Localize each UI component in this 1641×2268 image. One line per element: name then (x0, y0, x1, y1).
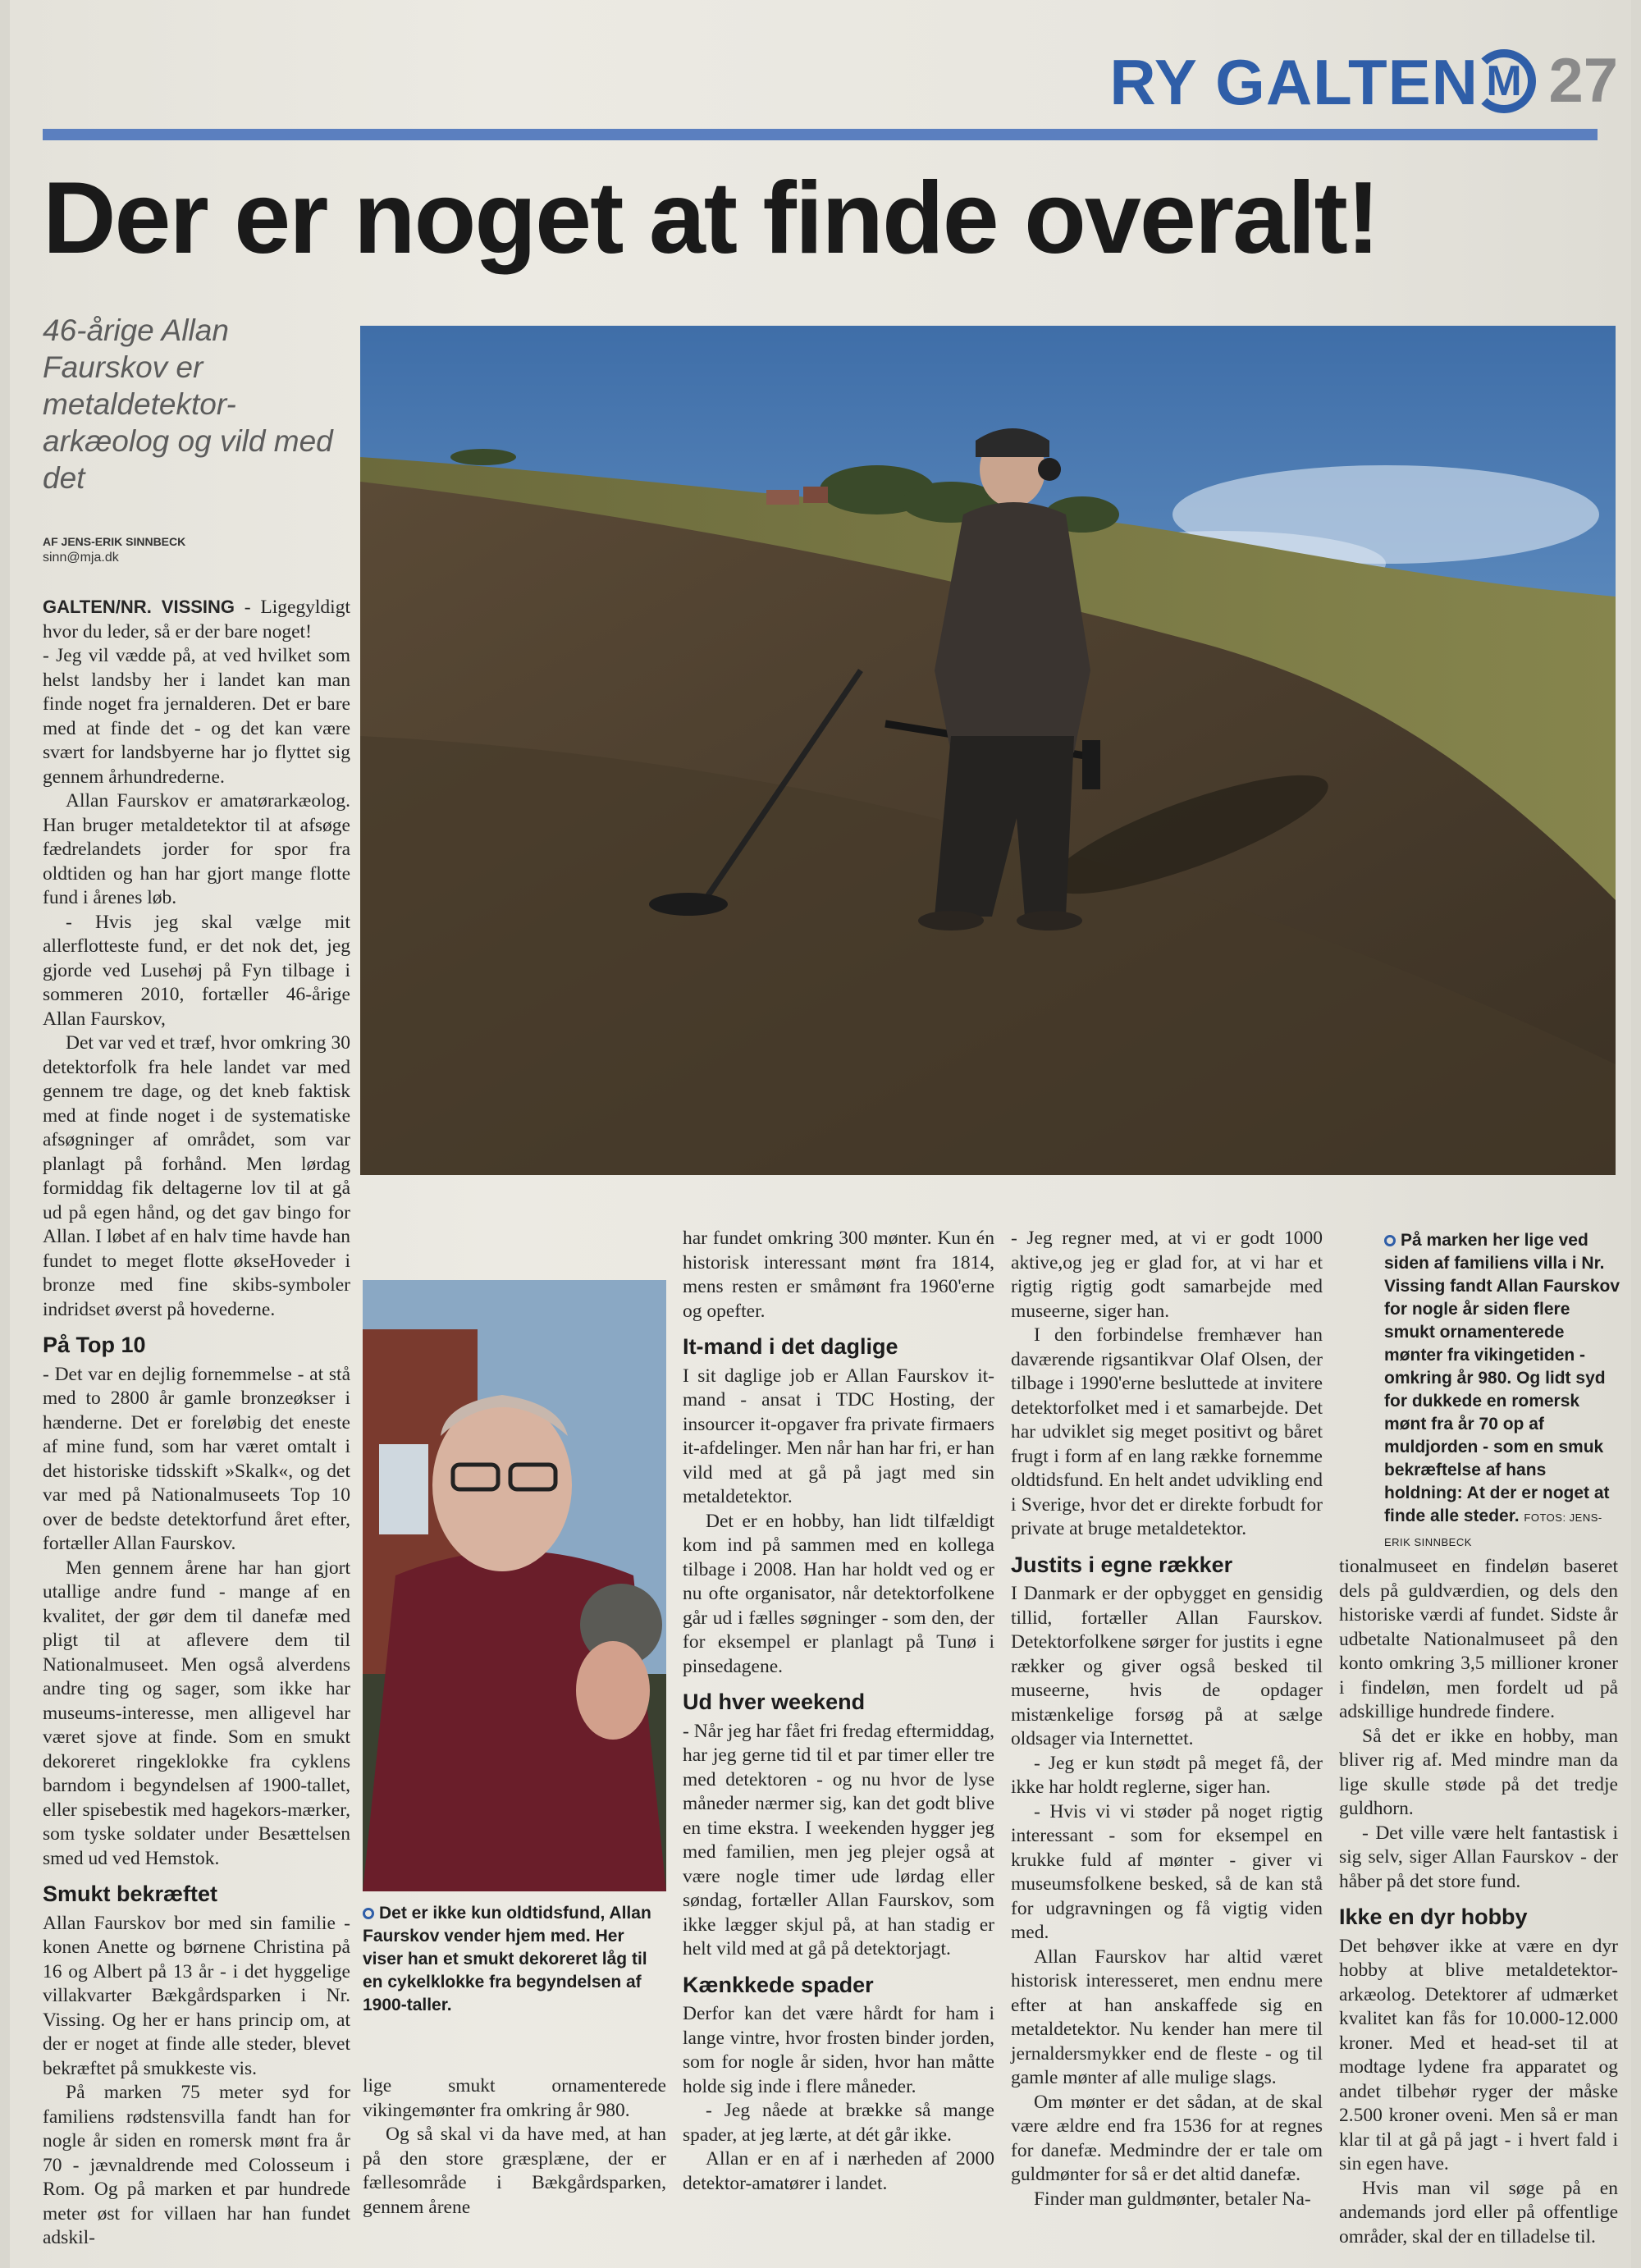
bullet-icon (363, 1908, 374, 1919)
paragraph: Allan Faurskov har altid været historisk interesseret, men endnu mere efter at han anskaffede sig en metaldetektor. Nu kender han mere til jernaldersmykker end de fleste - og til gamle mønter af alle mulige slags. (1011, 1946, 1323, 2088)
paragraph: Allan Faurskov bor med sin familie - konen Anette og børnene Christina på 16 og Albert på 13 år - i det hyggelige villakvarter Bækgårdsparken i Nr. Vissing. Og her er hans princip om, at der er noget at finde alle steder, blevet bekræftet på smukkeste vis. (43, 1912, 350, 2079)
paragraph: Og så skal vi da have med, at han på den store græsplæne, der er fællesområde i Bækgårdsparken, gennem årene (363, 2124, 666, 2218)
caption-text: Det er ikke kun oldtidsfund, Allan Faurskov vender hjem med. Her viser han et smukt dekoreret låg til en cykelklokke fra begyndelsen af 1900-taller. (363, 1904, 651, 2014)
paragraph: - Når jeg har fået fri fredag eftermiddag, har jeg gerne tid til et par timer eller tre med detektoren - og nu hvor de lyse måneder nærmer sig, kan det godt blive en time ekstra. I weekenden hygger jeg med familien, men jeg plejer også at være nogle timer ude lørdag eller søndag, fortæller Allan Faurskov, som ikke lægger skjul på, at han stadig er helt vild med at gå på detektorjagt. (683, 1720, 994, 1959)
byline-email: sinn@mja.dk (43, 551, 119, 565)
paragraph: Det behøver ikke at være en dyr hobby at blive metaldetektor-arkæolog. Detektorer af udmærket kvalitet kan fås for 10.000-12.000 kroner. Med et head-set til at modtage lydene fra apparatet og andet tilbehør ryger der måske 2.500 kroner oveni. Men så er man klar til at gå på jagt - i hvert fald i sin egen have. (1339, 1935, 1618, 2174)
paragraph: - Hvis vi vi støder på noget rigtig interessant - som for eksempel en krukke fuld af mønter - giver vi museumsfolkene besked, så de kan stå for udgravningen og få vigtig viden med. (1011, 1800, 1323, 1943)
paragraph: tionalmuseet en findeløn baseret dels på guldværdien, og dels den historiske værdi af fundet. Sidste år udbetalte Nationalmuseet på den konto omkring 3,5 millioner kroner i findeløn, men fordelt ud på adskillige hundrede findere. (1339, 1556, 1618, 1722)
paragraph: I den forbindelse fremhæver han daværende rigsantikvar Olaf Olsen, der tilbage i 1990'erne besluttede at invitere detektorfolket med i et samarbejde. Det har udviklet sig meget positivt og båret frugt i form af en lang række fornemme oldtidsfund. En helt andet udvikling end i Sverige, hvor det er direkte forbudt for private at bruge metaldetektor. (1011, 1324, 1323, 1539)
paragraph: Hvis man vil søge på en andemands jord eller på offentlige områder, skal der en tilladelse til. (1339, 2177, 1618, 2247)
section-name: RY GALTEN (1109, 46, 1479, 118)
paragraph: Finder man guldmønter, betaler Na- (1034, 2188, 1311, 2210)
paragraph (43, 595, 350, 644)
header-rule (43, 129, 1598, 140)
photo-credit: FOTOS: JENS-ERIK SINNBECK (1384, 1511, 1602, 1548)
paragraph: lige smukt ornamenterede vikingemønter fra omkring år 980. (363, 2075, 666, 2121)
portrait-caption (363, 1902, 666, 2017)
subheading: Ikke en dyr hobby (1339, 1904, 1528, 1929)
main-photo (360, 326, 1616, 1175)
paragraph: I sit daglige job er Allan Faurskov it-mand - ansat i TDC Hosting, der insourcer it-opgaver fra private firmaers it-afdelinger. Men når han har fri, er han vild med at gå på jagt med sin metaldetektor. (683, 1365, 994, 1507)
text-column-5 (1339, 1555, 1618, 2249)
subheading: Smukt bekræftet (43, 1882, 218, 1906)
paragraph: - Jeg vil vædde på, at ved hvilket som helst landsby her i landet kan man finde noget fra jernalderen. Det er bare med at finde det - og det kan være svært for landsbyerne har jo flyttet sig gennem århundrederne. (43, 645, 350, 788)
text-column-4 (1011, 1227, 1323, 2211)
paragraph: På marken 75 meter syd for familiens rødstensvilla fandt han for nogle år siden en romersk mønt fra år 70 - jævnaldrende med Colosseum i Rom. Og på marken et par hundrede meter øst for villaen har han fundet adskil- (43, 2082, 350, 2248)
portrait-image (363, 1280, 666, 1891)
text-column-1 (43, 595, 350, 2251)
paragraph: Om mønter er det sådan, at de skal være ældre end fra 1536 for at regnes for danefæ. Medmindre der er tale om guldmønter for så er det altid danefæ. (1011, 2091, 1323, 2185)
page-number: 27 (1548, 46, 1618, 116)
lead-text: - Ligegyldigt hvor du leder, så er der bare noget! (43, 597, 350, 642)
caption-text: På marken her lige ved siden af familiens villa i Nr. Vissing fandt Allan Faurskov for nogle år siden flere smukt ornamenterede mønter fra vikingetiden - omkring år 980. Og lidt syd for dukkede en romersk mønt fra år 70 op af muldjorden - som en smuk bekræftelse af hans holdning: At der er noget at finde alle steder. (1384, 1231, 1620, 1525)
text-column-2 (363, 2074, 666, 2220)
subheading: Kænkkede spader (683, 1972, 874, 1997)
paragraph: - Det var en dejlig fornemmelse - at stå med to 2800 år gamle bronzeøkser i hænderne. Det er foreløbig det eneste af mine fund, som har været omtalt i det historiske tidsskift »Skalk«, og det var med på Nationalmuseets Top 10 over de bedste detektorfund året efter, fortæller Allan Faurskov. (43, 1363, 350, 1554)
paragraph: Det var ved et træf, hvor omkring 30 detektorfolk fra hele landet var med gennem tre dage, og det kneb faktisk med at finde noget i de systematiske afsøgninger af området, som var planlagt på forhånd. Men lørdag formiddag fik deltagerne lov til at gå ud på egen hånd, og det gav bingo for Allan. I løbet af en halv time havde han fundet to meget flotte økseHoveder i bronze med fine skibs-symboler indridset øverst på hovederne. (43, 1032, 350, 1320)
paragraph: Men gennem årene har han gjort utallige andre fund - mange af en kvalitet, der gør dem til danefæ med pligt til at aflevere dem til Nationalmuseet. Men også alverdens andre ting og sager, som ikke har museums-interesse, men alligevel har været sjove at finde. Som en smukt dekoreret ringeklokke fra cyklens barndom i begyndelsen af 1900-tallet, eller spisebestik med hagekors-mærker, som tyske soldater under Besættelsen smed ud ved Hemstok. (43, 1557, 350, 1869)
bullet-icon (1384, 1235, 1396, 1246)
subheading: På Top 10 (43, 1333, 146, 1357)
newspaper-page (10, 0, 1631, 2268)
paragraph: Allan er en af i nærheden af 2000 detektor-amatører i landet. (683, 2148, 994, 2194)
subheading: Ud hver weekend (683, 1690, 866, 1714)
paragraph: I Danmark er der opbygget en gensidig tillid, fortæller Allan Faurskov. Detektorfolkene sørger for justits i egne rækker og giver også besked til museerne, hvis de opdager mistænkelige forsøg på at sælge oldsager via Internettet. (1011, 1583, 1323, 1749)
subheadline: 46-årige Allan Faurskov er metaldetektor-arkæolog og vild med det (43, 313, 333, 495)
subheading: Justits i egne rækker (1011, 1552, 1233, 1577)
byline-author: AF JENS-ERIK SINNBECK (43, 535, 186, 548)
text-column-3 (683, 1227, 994, 2196)
paragraph: Så det er ikke en hobby, man bliver rig af. Med mindre man da lige skulle støde på det tredje guldhorn. (1339, 1725, 1618, 1819)
byline (43, 533, 354, 566)
paragraph: Allan Faurskov er amatørarkæolog. Han bruger metaldetektor til at afsøge fædrelandets jorder for spor fra oldtiden og han har gjort mange flotte fund i årenes løb. (43, 790, 350, 908)
m-logo-icon: M (1472, 49, 1536, 113)
paragraph: - Jeg er kun stødt på meget få, der ikke har holdt reglerne, siger han. (1011, 1752, 1323, 1798)
page-header (43, 41, 1618, 131)
portrait-photo (363, 1280, 666, 1891)
headline: Der er noget at finde overalt! (43, 162, 1379, 275)
subheading: It-mand i det daglige (683, 1334, 898, 1359)
dateline: GALTEN/NR. VISSING (43, 597, 235, 617)
main-photo-caption (1384, 1229, 1622, 1554)
paragraph: - Det ville være helt fantastisk i sig selv, siger Allan Faurskov - der håber på det store fund. (1339, 1822, 1618, 1892)
paragraph: - Jeg nåede at brække så mange spader, at jeg lærte, at dét går ikke. (683, 2100, 994, 2146)
paragraph: Derfor kan det være hårdt for ham i lange vintre, hvor frosten binder jorden, som for nogle år siden, hvor han måtte holde sig inde i flere måneder. (683, 2003, 994, 2097)
paragraph: - Hvis jeg skal vælge mit allerflotteste fund, er det nok det, jeg gjorde ved Lusehøj på Fyn tilbage i sommeren 2010, fortæller 46-årige Allan Faurskov, (43, 911, 350, 1030)
field-scene-image (360, 326, 1616, 1175)
paragraph: Det er en hobby, han lidt tilfældigt kom ind på sammen med en kollega tilbage i 2008. Han har holdt ved og er nu ofte organisator, når detektorfolkene går ud i fælles søgninger - som den, der for eksempel er planlagt på Tunø i pinsedagene. (683, 1510, 994, 1677)
paragraph: - Jeg regner med, at vi er godt 1000 aktive,og jeg er glad for, at vi har et rigtig rigtig godt samarbejde med museerne, siger han. (1011, 1228, 1323, 1322)
paragraph: har fundet omkring 300 mønter. Kun én historisk interessant mønt fra 1814, mens resten er småmønt fra 1960'erne og opefter. (683, 1228, 994, 1322)
